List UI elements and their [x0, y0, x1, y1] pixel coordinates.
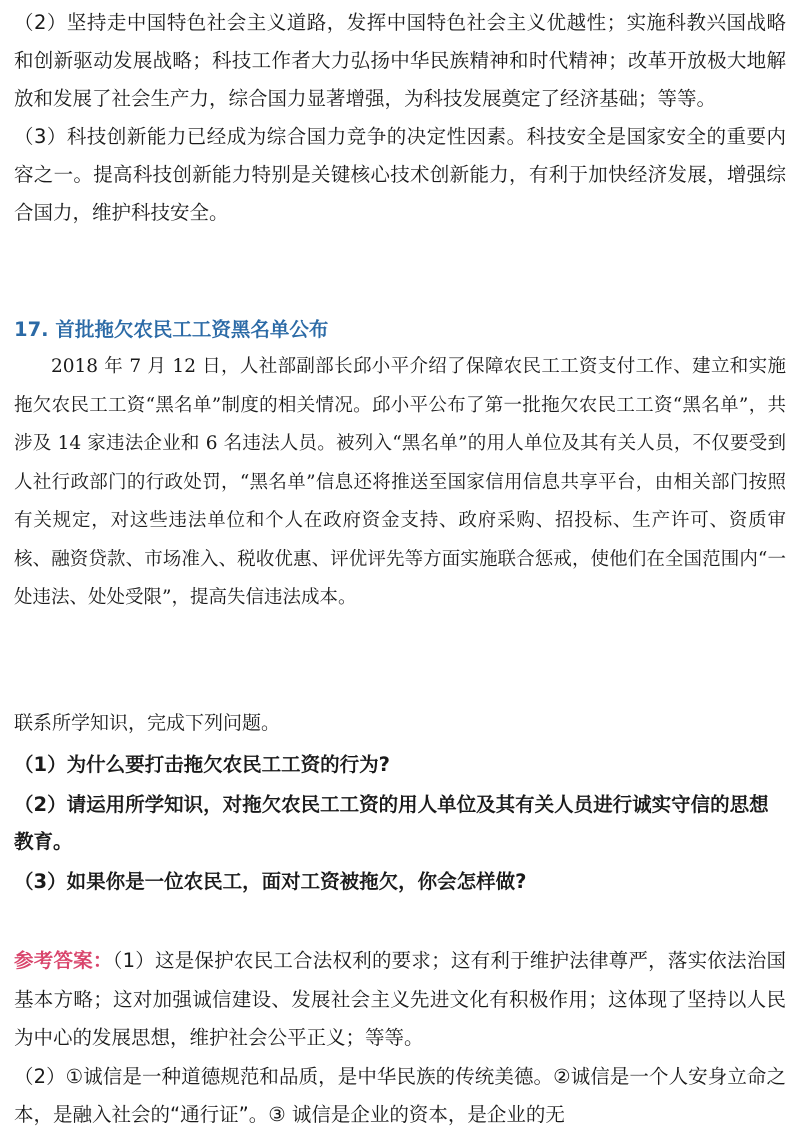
question-2: （2）请运用所学知识，对拖欠农民工工资的用人单位及其有关人员进行诚实守信的思想教育。: [14, 793, 769, 853]
previous-answer-point-3: （3）科技创新能力已经成为综合国力竞争的决定性因素。科技安全是国家安全的重要内容之一。提高科技创新能力特别是关键核心技术创新能力，有利于加快经济发展，增强综合国力，维护科技安全。: [14, 125, 786, 224]
answer-point-1-text: （1）这是保护农民工合法权利的要求；这有利于维护法律尊严，落实依法治国基本方略；这对加强诚信建设、发展社会主义先进文化有积极作用；这体现了坚持以人民为中心的发展思想，维护社会公平正义；等等。: [14, 949, 786, 1049]
previous-answer-block: [14, 4, 786, 232]
answer-point-1: [14, 942, 786, 1058]
previous-answer-point-2: （2）坚持走中国特色社会主义道路，发挥中国特色社会主义优越性；实施科教兴国战略和创新驱动发展战略；科技工作者大力弘扬中华民族精神和时代精神；改革开放极大地解放和发展了社会生产力，综合国力显著增强，为科技发展奠定了经济基础；等等。: [14, 11, 786, 110]
section-heading: 17. 首批拖欠农民工工资黑名单公布: [14, 318, 329, 341]
answer-label: 参考答案：: [14, 949, 113, 972]
answer-point-2: （2）①诚信是一种道德规范和品质，是中华民族的传统美德。②诚信是一个人安身立命之本，是融入社会的“通行证”。③ 诚信是企业的资本，是企业的无: [14, 1064, 786, 1126]
news-paragraph: 2018 年 7 月 12 日，人社部副部长邱小平介绍了保障农民工工资支付工作、建立和实施拖欠农民工工资“黑名单”制度的相关情况。邱小平公布了第一批拖欠农民工工资“黑名单”，共涉及 14 家违法企业和 6 名违法人员。被列入“黑名单”的用人单位及其有关人员，不仅要受到人社行政部门的行政处罚，“黑名单”信息还将推送至国家信用信息共享平台，由相关部门按照有关规定，对这些违法单位和个人在政府资金支持、政府采购、招投标、生产许可、资质审核、融资贷款、市场准入、税收优惠、评优评先等方面实施联合惩戒，使他们在全国范围内“一处违法、处处受限”，提高失信违法成本。: [14, 356, 786, 608]
question-3: （3）如果你是一位农民工，面对工资被拖欠，你会怎样做?: [14, 870, 527, 893]
task-instruction: 联系所学知识，完成下列问题。: [14, 712, 281, 734]
reference-answer-block: [14, 942, 786, 1135]
question-1: （1）为什么要打击拖欠农民工工资的行为?: [14, 753, 390, 776]
question-list: [14, 746, 786, 903]
